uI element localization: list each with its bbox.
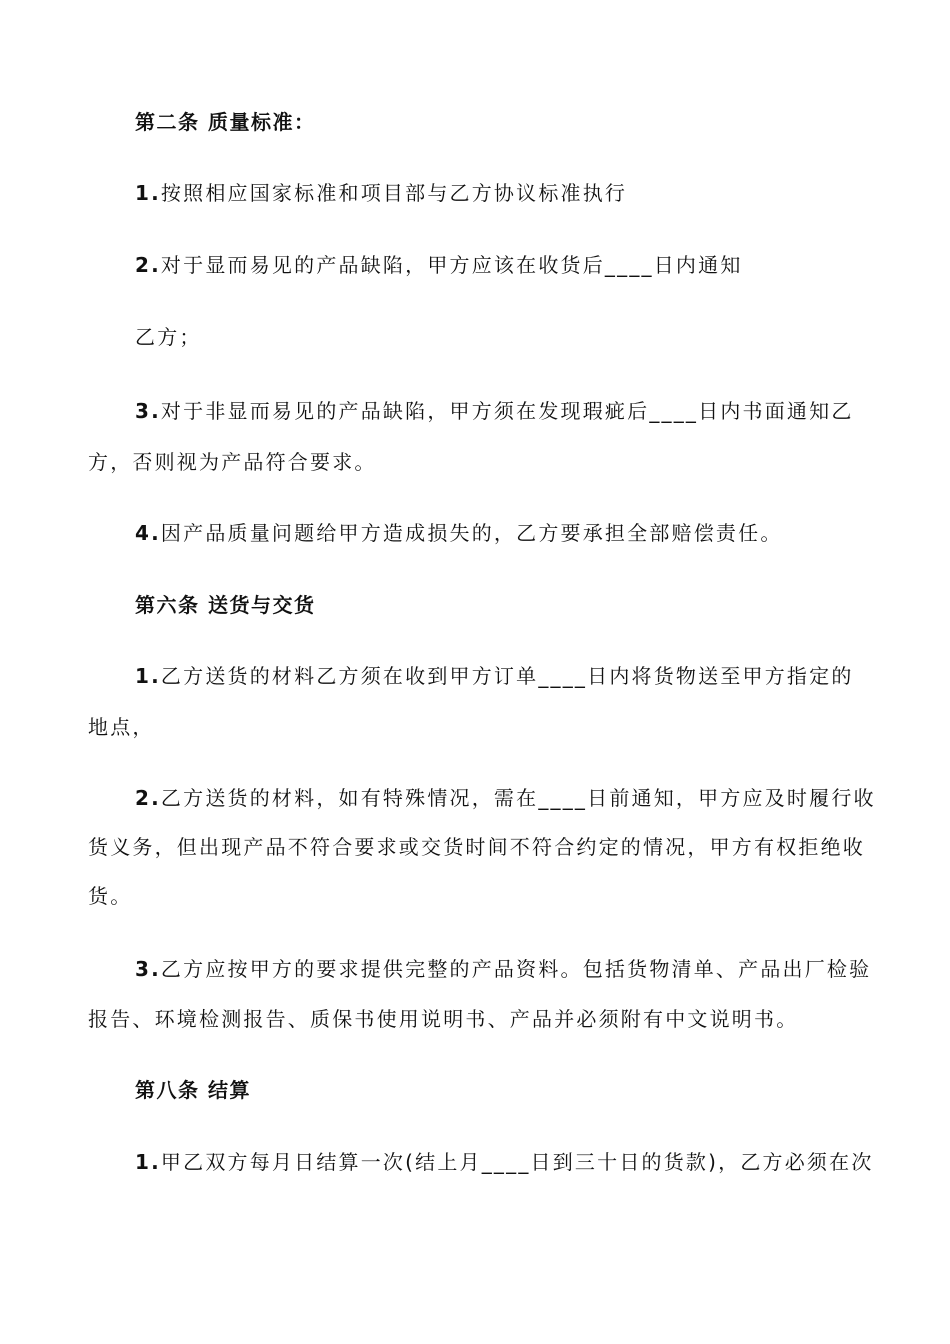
clause-line bbox=[135, 784, 876, 812]
clause-text-continued: 货义务，但出现产品不符合要求或交货时间不符合约定的情况，甲方有权拒绝收 bbox=[88, 835, 865, 859]
clause-text: 对于非显而易见的产品缺陷，甲方须在发现瑕疵后____日内书面通知乙 bbox=[160, 399, 854, 423]
clause-number: 2. bbox=[135, 253, 161, 277]
clause-text: 乙方送货的材料，如有特殊情况，需在____日前通知，甲方应及时履行收 bbox=[160, 786, 876, 810]
section-heading: 第二条 质量标准： bbox=[135, 110, 316, 134]
clause-number: 1. bbox=[135, 181, 161, 205]
clause-line bbox=[135, 955, 871, 983]
clause-text: 因产品质量问题给甲方造成损失的，乙方要承担全部赔偿责任。 bbox=[160, 521, 783, 545]
clause-text-continued: 货。 bbox=[88, 884, 133, 908]
clause-number: 3. bbox=[135, 399, 161, 423]
clause-number: 3. bbox=[135, 957, 161, 981]
clause-number: 2. bbox=[135, 786, 161, 810]
section-heading: 第六条 送货与交货 bbox=[135, 593, 316, 617]
clause-text-continued: 报告、环境检测报告、质保书使用说明书、产品并必须附有中文说明书。 bbox=[88, 1007, 799, 1031]
clause-number: 1. bbox=[135, 664, 161, 688]
clause-line bbox=[135, 397, 854, 425]
clause-text: 乙方送货的材料乙方须在收到甲方订单____日内将货物送至甲方指定的 bbox=[160, 664, 854, 688]
clause-text: 对于显而易见的产品缺陷，甲方应该在收货后____日内通知 bbox=[160, 253, 743, 277]
clause-line bbox=[135, 662, 854, 690]
clause-text: 按照相应国家标准和项目部与乙方协议标准执行 bbox=[160, 181, 628, 205]
section-heading: 第八条 结算 bbox=[135, 1078, 251, 1102]
clause-number: 4. bbox=[135, 521, 161, 545]
clause-text: 甲乙双方每月日结算一次(结上月____日到三十日的货款)，乙方必须在次 bbox=[160, 1150, 874, 1174]
clause-text: 乙方应按甲方的要求提供完整的产品资料。包括货物清单、产品出厂检验 bbox=[160, 957, 872, 981]
clause-text-continued: 乙方； bbox=[135, 325, 202, 349]
clause-number: 1. bbox=[135, 1150, 161, 1174]
clause-line bbox=[135, 251, 743, 279]
clause-text-continued: 地点， bbox=[88, 715, 155, 739]
clause-line bbox=[135, 519, 783, 547]
clause-text-continued: 方，否则视为产品符合要求。 bbox=[88, 450, 377, 474]
clause-line bbox=[135, 179, 627, 207]
clause-line bbox=[135, 1148, 874, 1176]
